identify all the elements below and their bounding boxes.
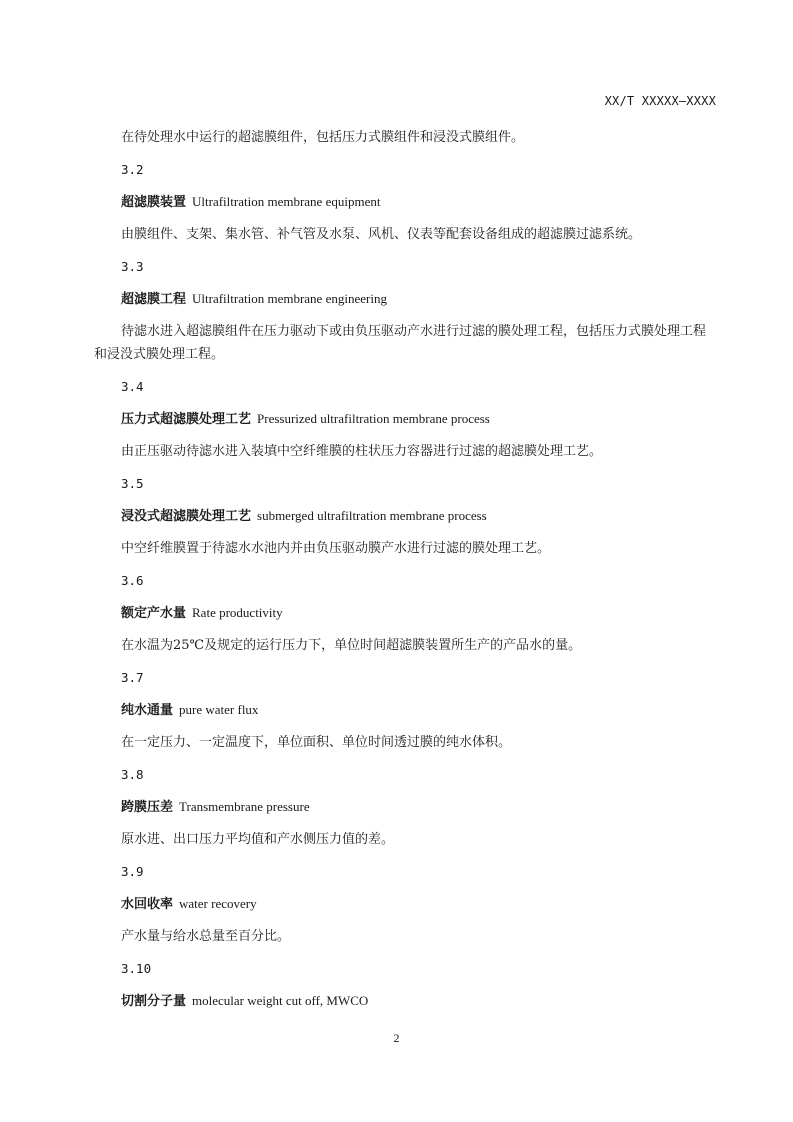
term-english: Ultrafiltration membrane equipment: [192, 194, 381, 209]
term-heading: [94, 190, 718, 214]
section-number: 3.2: [121, 162, 144, 177]
term-heading: [94, 601, 718, 625]
term-chinese: 跨膜压差: [121, 800, 174, 815]
term-english: Transmembrane pressure: [179, 799, 310, 814]
section-number: 3.10: [121, 961, 152, 976]
term-chinese: 水回收率: [121, 897, 174, 912]
term-chinese: 浸没式超滤膜处理工艺: [121, 509, 252, 524]
term-heading: [94, 989, 718, 1013]
document-code-header: XX/T XXXXX—XXXX: [604, 94, 716, 108]
term-english: pure water flux: [179, 702, 259, 717]
term-heading: [94, 287, 718, 311]
section-number: 3.3: [121, 259, 144, 274]
term-english: Ultrafiltration membrane engineering: [192, 291, 387, 306]
term-definition: 在一定压力、一定温度下，单位面积、单位时间透过膜的纯水体积。: [121, 735, 512, 750]
term-chinese: 切割分子量: [121, 994, 187, 1009]
term-heading: [94, 504, 718, 528]
section-number: 3.9: [121, 864, 144, 879]
term-english: water recovery: [179, 896, 257, 911]
section-number: 3.6: [121, 573, 144, 588]
term-chinese: 超滤膜工程: [121, 292, 187, 307]
term-definition: 在水温为25℃及规定的运行压力下，单位时间超滤膜装置所生产的产品水的量。: [121, 638, 582, 653]
term-chinese: 额定产水量: [121, 606, 187, 621]
term-chinese: 压力式超滤膜处理工艺: [121, 412, 252, 427]
term-sections: [94, 158, 718, 1013]
section-number: 3.5: [121, 476, 144, 491]
term-definition: 原水进、出口压力平均值和产水侧压力值的差。: [121, 832, 395, 847]
term-english: submerged ultrafiltration membrane process: [257, 508, 487, 523]
term-definition: 待滤水进入超滤膜组件在压力驱动下或由负压驱动产水进行过滤的膜处理工程，包括压力式膜处理工程和浸没式膜处理工程。: [94, 324, 707, 362]
term-definition: 由膜组件、支架、集水管、补气管及水泵、风机、仪表等配套设备组成的超滤膜过滤系统。: [121, 227, 642, 242]
term-heading: [94, 407, 718, 431]
term-english: Pressurized ultrafiltration membrane process: [257, 411, 490, 426]
section-number: 3.4: [121, 379, 144, 394]
term-english: Rate productivity: [192, 605, 283, 620]
term-heading: [94, 892, 718, 916]
term-definition: 产水量与给水总量至百分比。: [121, 929, 291, 944]
term-heading: [94, 698, 718, 722]
term-chinese: 超滤膜装置: [121, 195, 187, 210]
term-heading: [94, 795, 718, 819]
section-number: 3.7: [121, 670, 144, 685]
term-chinese: 纯水通量: [121, 703, 174, 718]
page-number: 2: [393, 1031, 400, 1045]
term-definition: 由正压驱动待滤水进入装填中空纤维膜的柱状压力容器进行过滤的超滤膜处理工艺。: [121, 444, 603, 459]
term-english: molecular weight cut off, MWCO: [192, 993, 369, 1008]
term-definition: 中空纤维膜置于待滤水水池内并由负压驱动膜产水进行过滤的膜处理工艺。: [121, 541, 551, 556]
document-body: [94, 126, 718, 1022]
intro-paragraph: 在待处理水中运行的超滤膜组件，包括压力式膜组件和浸没式膜组件。: [121, 130, 525, 145]
section-number: 3.8: [121, 767, 144, 782]
